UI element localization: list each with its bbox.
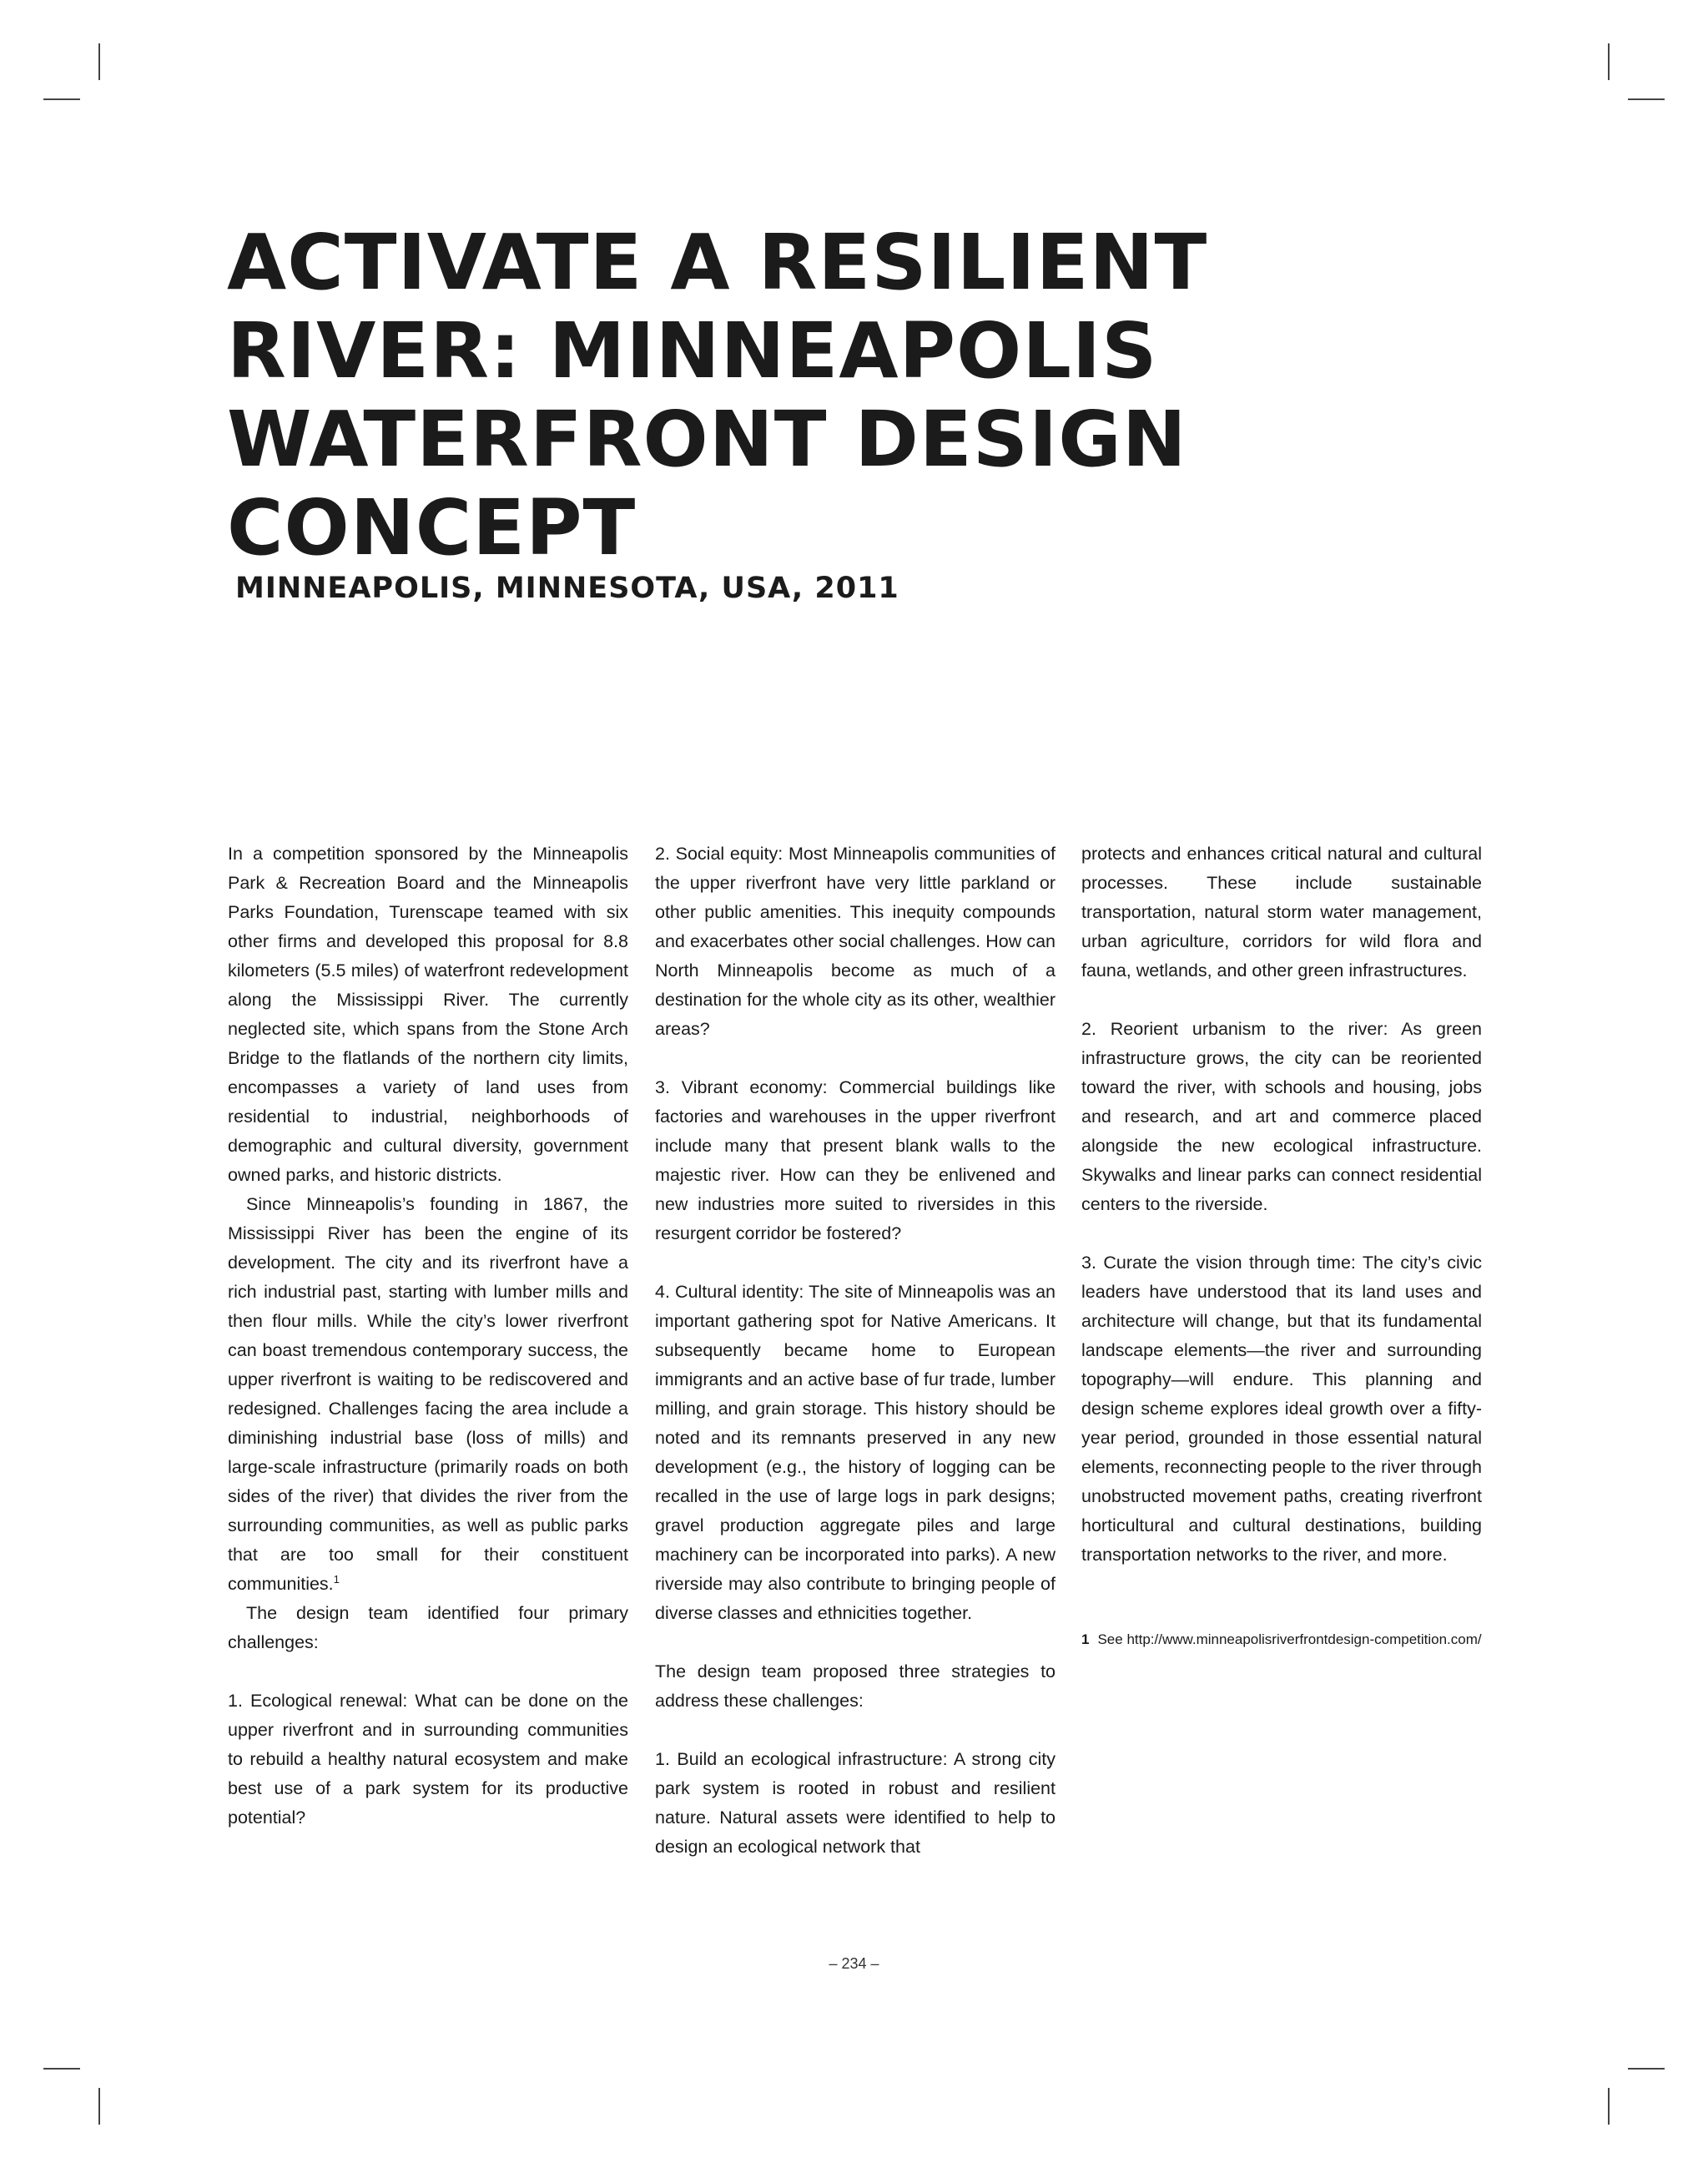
title-line: ACTIVATE A RESILIENT bbox=[227, 218, 1208, 307]
footnote-text: See http://www.minneapolisriverfrontdesign-competition.com/ bbox=[1097, 1631, 1482, 1647]
strategy-item: 3. Curate the vision through time: The city’s civic leaders have understood that its land uses and architecture will change, but that its fundamental landscape elements—the river and surrounding topography—will endure. This planning and design scheme explores ideal growth over a fifty-year period, grounded in those essential natural elements, reconnecting people to the river through unobstructed movement paths, creating riverfront horticultural and cultural destinations, building transportation networks to the river, and more. bbox=[1081, 1253, 1482, 1565]
body-paragraph: In a competition sponsored by the Minneapolis Park & Recreation Board and the Minneapolis Parks Foundation, Turenscape teamed with six other firms and developed this proposal for 8.8 kilometers (5.5 miles) of waterfront redevelopment along the Mississippi River. The currently neglected site, which spans from the Stone Arch Bridge to the flatlands of the northern city limits, encompasses a variety of land uses from residential to industrial, neighborhoods of demographic and cultural diversity, government owned parks, and historic districts. bbox=[228, 844, 628, 1185]
crop-mark bbox=[43, 2068, 80, 2070]
footnote-number: 1 bbox=[1081, 1631, 1090, 1647]
challenge-item: 3. Vibrant economy: Commercial buildings like factories and warehouses in the upper riverfront include many that present blank walls to the majestic river. How can they be enlivened and new industries more suited to riversides in this resurgent corridor be fostered? bbox=[655, 1077, 1056, 1243]
crop-mark bbox=[1608, 2088, 1610, 2125]
text-column-middle bbox=[655, 839, 1056, 1862]
paragraph-text: Since Minneapolis’s founding in 1867, the Mississippi River has been the engine of its development. The city and its riverfront have a rich industrial past, starting with lumber mills and then flour mills. While the city’s lower riverfront can boast tremendous contemporary success, the upper riverfront is waiting to be rediscovered and redesigned. Challenges facing the area include a diminishing industrial base (loss of mills) and large-scale infrastructure (primarily roads on both sides of the river) that divides the river from the surrounding communities, as well as public parks that are too small for their constituent communities. bbox=[228, 1194, 628, 1594]
article-title bbox=[227, 219, 1479, 572]
crop-mark bbox=[98, 43, 100, 80]
title-line: RIVER: MINNEAPOLIS bbox=[227, 306, 1158, 396]
challenge-item: 1. Ecological renewal: What can be done on the upper riverfront and in surrounding communities to rebuild a healthy natural ecosystem and make best use of a park system for its productive potential? bbox=[228, 1691, 628, 1828]
crop-mark bbox=[1628, 98, 1665, 100]
title-line: CONCEPT bbox=[227, 483, 637, 572]
body-paragraph bbox=[228, 1190, 628, 1599]
text-column-right bbox=[1081, 839, 1482, 1651]
strategy-item: 1. Build an ecological infrastructure: A strong city park system is rooted in robust and resilient nature. Natural assets were identified to help to design an ecological network that bbox=[655, 1749, 1056, 1857]
body-paragraph: The design team proposed three strategies to address these challenges: bbox=[655, 1661, 1056, 1711]
crop-mark bbox=[1608, 43, 1610, 80]
crop-mark bbox=[43, 98, 80, 100]
footnote bbox=[1081, 1628, 1482, 1651]
strategy-item: 2. Reorient urbanism to the river: As green infrastructure grows, the city can be reoriented toward the river, with schools and housing, jobs and research, and art and commerce placed alongside the new ecological infrastructure. Skywalks and linear parks can connect residential centers to the riverside. bbox=[1081, 1019, 1482, 1214]
strategy-item: protects and enhances critical natural and cultural processes. These include sustainable transportation, natural storm water management, urban agriculture, corridors for wild flora and fauna, wetlands, and other green infrastructures. bbox=[1081, 844, 1482, 981]
article-subtitle: MINNEAPOLIS, MINNESOTA, USA, 2011 bbox=[235, 572, 899, 605]
challenge-item: 2. Social equity: Most Minneapolis communities of the upper riverfront have very little parkland or other public amenities. This inequity compounds and exacerbates other social challenges. How can North Minneapolis become as much of a destination for the whole city as its other, wealthier areas? bbox=[655, 844, 1056, 1039]
crop-mark bbox=[98, 2088, 100, 2125]
body-paragraph: The design team identified four primary challenges: bbox=[228, 1603, 628, 1652]
crop-mark bbox=[1628, 2068, 1665, 2070]
title-line: WATERFRONT DESIGN bbox=[227, 395, 1187, 484]
footnote-reference: 1 bbox=[333, 1572, 340, 1586]
page-number: – 234 – bbox=[829, 1955, 879, 1972]
challenge-item: 4. Cultural identity: The site of Minneapolis was an important gathering spot for Native Americans. It subsequently became home to European immigrants and an active base of fur trade, lumber milling, and grain storage. This history should be noted and its remnants preserved in any new development (e.g., the history of logging can be recalled in the use of large logs in park designs; gravel production aggregate piles and large machinery can be incorporated into parks). A new riverside may also contribute to bringing people of diverse classes and ethnicities together. bbox=[655, 1282, 1056, 1623]
text-column-left bbox=[228, 839, 628, 1833]
